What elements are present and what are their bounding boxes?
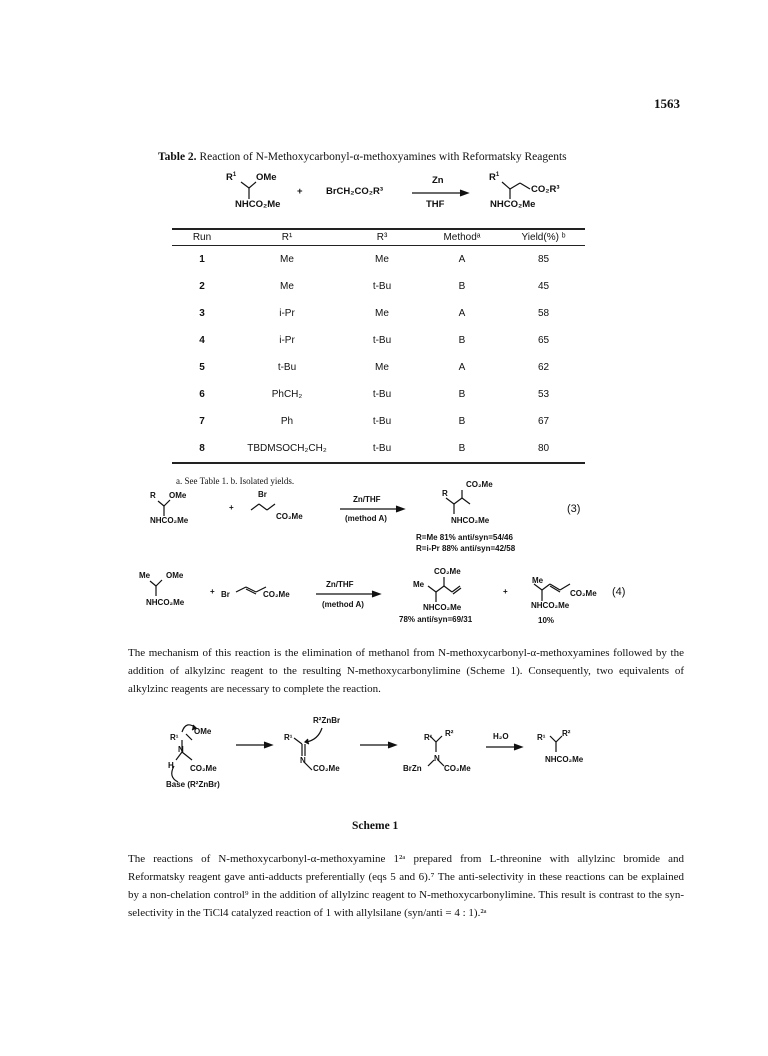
cell-r3: t-Bu <box>342 435 422 463</box>
cell-yield: 85 <box>537 254 550 265</box>
eq3-product-co2me: CO₂Me <box>466 480 493 489</box>
eq4-arrow-label-bottom: (method A) <box>322 600 364 609</box>
cell-method: A <box>458 362 466 373</box>
cell-run: 4 <box>199 335 205 346</box>
cell-method: A <box>458 254 466 265</box>
cell-yield: 45 <box>537 281 550 292</box>
eq4-arrow <box>316 590 386 598</box>
cell-method: B <box>458 416 466 427</box>
scheme1-arrow-1 <box>236 741 276 749</box>
arrow-label-zn: Zn <box>432 175 444 186</box>
product-co2r3: CO₂R³ <box>531 184 560 195</box>
reaction-arrow <box>412 189 472 197</box>
scheme1-s4-water: H₂O <box>493 732 509 741</box>
eq4-product2-co2me: CO₂Me <box>570 589 597 598</box>
eq3-co2me: CO₂Me <box>276 512 303 521</box>
scheme1-step2-skeleton <box>282 722 352 782</box>
cell-method: A <box>458 308 466 319</box>
scheme1-s3-brzn: BrZn <box>403 764 422 773</box>
cell-r3: Me <box>375 254 389 265</box>
col-r3: R³ <box>342 229 422 246</box>
cell-r3: t-Bu <box>372 281 392 292</box>
cell-run: 2 <box>199 281 205 292</box>
cell-run: 6 <box>199 389 205 400</box>
scheme1-s3-r1: R¹ <box>424 733 433 742</box>
eq4-reactant-ome: OMe <box>166 571 184 580</box>
reagent: BrCH₂CO₂R³ <box>326 186 383 197</box>
eq3-product-r: R <box>442 489 448 498</box>
scheme1-s1-ome: OMe <box>194 727 212 736</box>
table-row <box>172 354 585 381</box>
eq4-product2-nhco2me: NHCO₂Me <box>531 601 570 610</box>
reactant-ome: OMe <box>256 172 277 183</box>
eq4-product1-nhco2me: NHCO₂Me <box>423 603 462 612</box>
col-yield: Yield(%) ᵇ <box>502 229 585 246</box>
table-row <box>172 327 585 354</box>
scheme1-arrow-2 <box>360 741 400 749</box>
cell-r3: Me <box>375 308 389 319</box>
eq3-reactant-ome: OMe <box>169 491 187 500</box>
eq4-product2-me: Me <box>532 576 544 585</box>
eq4-product1-co2me: CO₂Me <box>434 567 461 576</box>
eq3-arrow-label-bottom: (method A) <box>345 514 387 523</box>
table-footnote: a. See Table 1. b. Isolated yields. <box>176 476 295 486</box>
table-row <box>172 408 585 435</box>
cell-r1: Ph <box>280 416 294 427</box>
page-number: 1563 <box>654 96 680 111</box>
cell-r1: Me <box>280 281 294 292</box>
scheme1-s3-co2me: CO₂Me <box>444 764 471 773</box>
table-caption-text: Reaction of N-Methoxycarbonyl-α-methoxyamines with Reformatsky Reagents <box>199 151 567 163</box>
reactant-r1: $R^1$ <box>226 172 237 184</box>
scheme1-s1-h: H <box>168 761 174 770</box>
eq3-br: Br <box>258 490 267 499</box>
paragraph-mechanism: The mechanism of this reaction is the elimination of methanol from N-methoxycarbonyl-α-methoxyamines followed by the addition of alkylzinc reagent to the resulting N-methoxycarbonylimine (Scheme 1). Consequently, two equivalents of alkylzinc reagents are necessary to complete the reaction. <box>128 647 684 695</box>
reactant-nhco2me: NHCO₂Me <box>235 199 281 210</box>
cell-r3: t-Bu <box>372 416 392 427</box>
cell-yield: 53 <box>537 389 550 400</box>
eq4-reactant-nhco2me: NHCO₂Me <box>146 598 185 607</box>
cell-run: 3 <box>199 308 205 319</box>
eq4-number: (4) <box>612 586 626 598</box>
scheme-caption: Scheme 1 <box>352 820 399 832</box>
cell-yield: 67 <box>537 416 550 427</box>
paragraph-threonine: The reactions of N-methoxycarbonyl-α-methoxyamine 1²ᵃ prepared from L-threonine with allylzinc bromide and Reformatsky reagent gave anti-adducts preferentially (eqs 5 and 6).⁷ The anti-selectivity in these reactions can be explained by a non-chelation control⁹ in the addition of allylzinc reagent to N-methoxycarbonylimine. This result is contrast to the syn-selectivity in the TiCl4 catalyzed reaction of 1 with allylsilane (syn/anti = 4 : 1).²ᵃ <box>128 853 684 919</box>
cell-r1: PhCH₂ <box>271 389 303 400</box>
cell-r1: Me <box>280 254 294 265</box>
scheme1-s2-r1: R¹ <box>284 733 293 742</box>
plus-sign: + <box>297 186 303 197</box>
product-r1: $R^1$ <box>489 172 500 184</box>
eq3-arrow-label-top: Zn/THF <box>353 495 381 504</box>
scheme1-s4-nhco2me: NHCO₂Me <box>545 755 584 764</box>
cell-yield: 58 <box>537 308 550 319</box>
cell-r3: Me <box>375 362 389 373</box>
table-row <box>172 246 585 274</box>
cell-run: 5 <box>199 362 205 373</box>
eq3-plus: + <box>229 503 234 512</box>
table-row <box>172 435 585 463</box>
eq3-result-2: R=i-Pr 88% anti/syn=42/58 <box>416 544 516 553</box>
table-row <box>172 300 585 327</box>
cell-r3: t-Bu <box>372 335 392 346</box>
table-row <box>172 381 585 408</box>
eq4-plus-2: + <box>503 587 508 596</box>
eq4-product1-me: Me <box>413 580 425 589</box>
cell-yield: 62 <box>537 362 550 373</box>
scheme1-s1-n: N <box>178 745 184 754</box>
cell-yield: 65 <box>537 335 550 346</box>
cell-method: B <box>458 335 466 346</box>
eq4-co2me: CO₂Me <box>263 590 290 599</box>
cell-r3: t-Bu <box>372 389 392 400</box>
cell-r1: i-Pr <box>279 335 295 346</box>
arrow-label-thf: THF <box>426 199 445 210</box>
eq4-product1-yield: 78% anti/syn=69/31 <box>399 615 473 624</box>
scheme1-s1-base: Base (R²ZnBr) <box>166 780 220 789</box>
scheme1-s2-co2me: CO₂Me <box>313 764 340 773</box>
cell-method: B <box>458 281 466 292</box>
cell-r1: TBDMSOCH₂CH₂ <box>232 435 342 463</box>
scheme1-s1-co2me: CO₂Me <box>190 764 217 773</box>
scheme1-s2-reagent: R²ZnBr <box>313 716 341 725</box>
scheme1-s3-n: N <box>434 754 440 763</box>
cell-r1: t-Bu <box>277 362 297 373</box>
col-r1: R¹ <box>232 229 342 246</box>
eq4-arrow-label-top: Zn/THF <box>326 580 354 589</box>
table-caption <box>158 151 567 163</box>
eq3-reactant-nhco2me: NHCO₂Me <box>150 516 189 525</box>
scheme1-s4-r1: R¹ <box>537 733 546 742</box>
eq3-reactant-r: R <box>150 491 156 500</box>
results-table <box>172 228 585 464</box>
cell-method: B <box>422 435 502 463</box>
eq3-product-nhco2me: NHCO₂Me <box>451 516 490 525</box>
cell-yield: 80 <box>502 435 585 463</box>
eq4-plus: + <box>210 587 215 596</box>
table-row <box>172 273 585 300</box>
scheme1-s1-r1: R¹ <box>170 733 179 742</box>
scheme1-s3-r2: R² <box>445 729 454 738</box>
eq3-result-1: R=Me 81% anti/syn=54/46 <box>416 533 513 542</box>
table-header-row <box>172 229 585 246</box>
cell-method: B <box>458 389 466 400</box>
scheme1-arrow-3 <box>486 743 526 751</box>
scheme1-s2-n: N <box>300 756 306 765</box>
cell-run: 1 <box>199 254 205 265</box>
cell-run: 8 <box>172 435 232 463</box>
table-caption-label: Table 2. <box>158 151 197 163</box>
eq4-br: Br <box>221 590 230 599</box>
col-method: Methodᵃ <box>422 229 502 246</box>
eq4-product2-yield: 10% <box>538 616 555 625</box>
col-run: Run <box>172 229 232 246</box>
scheme1-s4-r2: R² <box>562 729 571 738</box>
eq3-number: (3) <box>567 503 581 515</box>
eq4-reactant-me: Me <box>139 571 151 580</box>
cell-r1: i-Pr <box>279 308 295 319</box>
product-nhco2me: NHCO₂Me <box>490 199 536 210</box>
cell-run: 7 <box>199 416 205 427</box>
eq3-arrow <box>340 505 410 513</box>
